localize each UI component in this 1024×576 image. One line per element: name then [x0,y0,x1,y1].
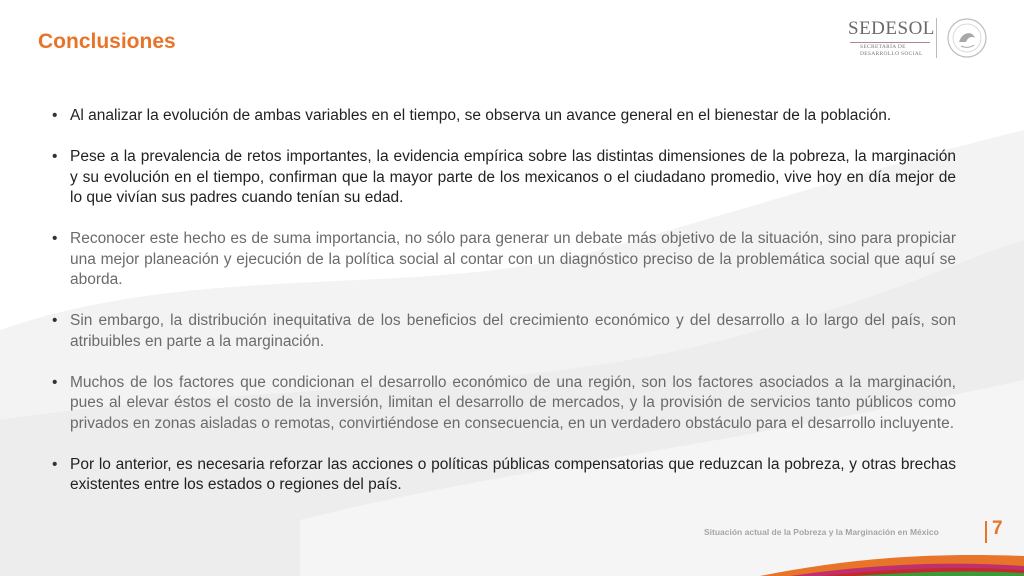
bullet-item: • Muchos de los factores que condicionan el desarrollo económico de una región, son los factores asociados a la marginación, pues al elevar éstos el costo de la inversión, limitan el desarrollo de mercados, y la provisión de servicios tanto públicos como privados en zonas aisladas o remotas, convirtiéndose en consecuencia, en un verdadero obstáculo para el desarrollo incluyente. [48,373,956,435]
bullet-list [48,106,956,496]
footer-text: Situación actual de la Pobreza y la Marginación en México [704,527,939,537]
logo-name: SEDESOL [848,18,935,39]
bullet-item: • Sin embargo, la distribución inequitativa de los beneficios del crecimiento económico y del desarrollo a lo largo del país, son atribuibles en parte a la marginación. [48,311,956,352]
sedesol-logo [846,16,996,60]
logo-subtitle-1: SECRETARÍA DE [860,44,906,50]
bullet-item: • Reconocer este hecho es de suma importancia, no sólo para generar un debate más objetivo de la situación, sino para propiciar una mejor planeación y ejecución de la política social al contar con un diagnóstico preciso de la problemática social que aquí se aborda. [48,229,956,291]
page-number: 7 [992,518,1003,539]
logo-subtitle-2: DESARROLLO SOCIAL [860,51,923,57]
slide-title: Conclusiones [38,30,176,53]
logo-separator [936,18,937,58]
bullet-item: • Por lo anterior, es necesaria reforzar las acciones o políticas públicas compensatorias que reduzcan la pobreza, y otras brechas existentes entre los estados o regiones del país. [48,455,956,496]
bullet-item: • Pese a la prevalencia de retos importantes, la evidencia empírica sobre las distintas dimensiones de la pobreza, la marginación y su evolución en el tiempo, confirman que la mayor parte de los mexicanos o el ciudadano promedio, vive hoy en día mejor de lo que vivían sus padres cuando tenían su edad. [48,147,956,209]
bullet-item: • Al analizar la evolución de ambas variables en el tiempo, se observa un avance general en el bienestar de la población. [48,106,956,127]
logo-rule [850,42,930,43]
footer-separator [985,521,987,543]
content-area [48,106,956,516]
national-seal-icon [944,16,990,60]
